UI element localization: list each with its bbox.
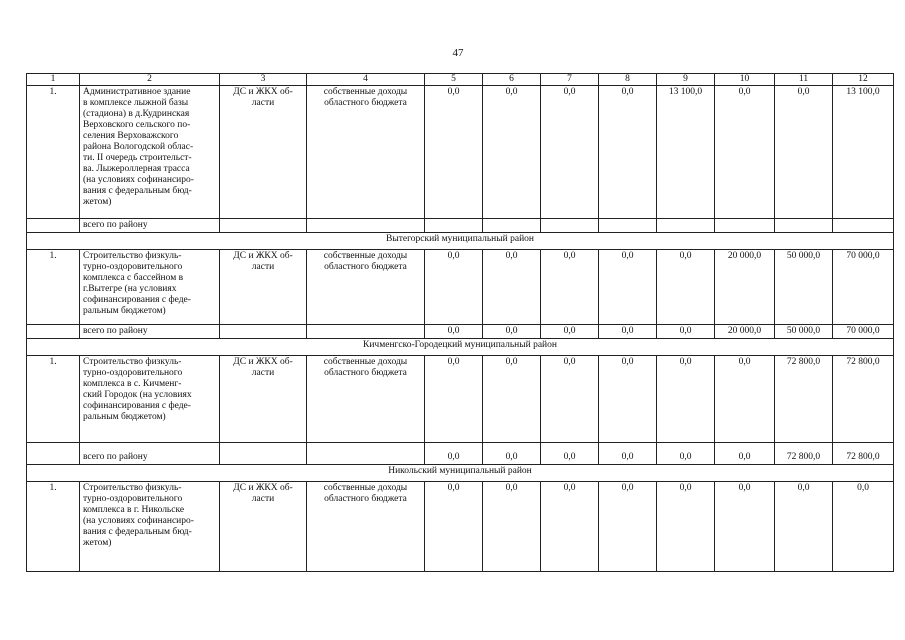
value-cell: 50 000,0: [775, 250, 833, 325]
agency: ДС и ЖКХ об- ласти: [220, 356, 307, 443]
total-value: [599, 219, 657, 233]
column-header: 11: [775, 74, 833, 86]
empty-cell: [27, 219, 80, 233]
value-cell: 0,0: [775, 482, 833, 572]
value-cell: 0,0: [483, 86, 541, 219]
total-value: 70 000,0: [833, 325, 894, 339]
value-cell: 0,0: [775, 86, 833, 219]
value-cell: 13 100,0: [657, 86, 715, 219]
total-value: 0,0: [715, 443, 775, 465]
total-value: [425, 219, 483, 233]
value-cell: 70 000,0: [833, 250, 894, 325]
column-header: 1: [27, 74, 80, 86]
agency: ДС и ЖКХ об- ласти: [220, 86, 307, 219]
total-value: 0,0: [599, 325, 657, 339]
value-cell: 0,0: [657, 356, 715, 443]
value-cell: 0,0: [483, 356, 541, 443]
row-index: 1.: [27, 482, 80, 572]
column-header: 7: [541, 74, 599, 86]
total-value: 0,0: [657, 443, 715, 465]
value-cell: 0,0: [599, 86, 657, 219]
district-row: [27, 339, 894, 356]
total-value: 0,0: [483, 443, 541, 465]
column-header: 5: [425, 74, 483, 86]
value-cell: 0,0: [425, 250, 483, 325]
column-header: 2: [80, 74, 220, 86]
column-header: 8: [599, 74, 657, 86]
table-row: [27, 86, 894, 219]
value-cell: 0,0: [483, 250, 541, 325]
value-cell: 72 800,0: [775, 356, 833, 443]
total-value: 0,0: [425, 325, 483, 339]
value-cell: 0,0: [483, 482, 541, 572]
total-value: 0,0: [599, 443, 657, 465]
district-title: Вытегорский муниципальный район: [27, 233, 894, 250]
value-cell: 0,0: [833, 482, 894, 572]
agency: ДС и ЖКХ об- ласти: [220, 482, 307, 572]
district-title: Кичменгско-Городецкий муниципальный район: [27, 339, 894, 356]
value-cell: 0,0: [425, 482, 483, 572]
total-value: 72 800,0: [833, 443, 894, 465]
value-cell: 0,0: [599, 250, 657, 325]
total-value: 0,0: [541, 325, 599, 339]
total-value: 20 000,0: [715, 325, 775, 339]
value-cell: 20 000,0: [715, 250, 775, 325]
value-cell: 0,0: [715, 86, 775, 219]
total-value: 50 000,0: [775, 325, 833, 339]
district-title: Никольский муниципальный район: [27, 465, 894, 482]
column-header: 10: [715, 74, 775, 86]
empty-cell: [220, 443, 307, 465]
district-row: [27, 465, 894, 482]
value-cell: 0,0: [425, 356, 483, 443]
total-row: [27, 219, 894, 233]
funding-source: собственные доходы областного бюджета: [307, 482, 425, 572]
funding-source: собственные доходы областного бюджета: [307, 250, 425, 325]
total-label: всего по району: [80, 219, 220, 233]
value-cell: 0,0: [541, 356, 599, 443]
empty-cell: [220, 219, 307, 233]
empty-cell: [27, 443, 80, 465]
agency: ДС и ЖКХ об- ласти: [220, 250, 307, 325]
page-number: 47: [452, 47, 464, 59]
column-header: 9: [657, 74, 715, 86]
value-cell: 72 800,0: [833, 356, 894, 443]
row-index: 1.: [27, 356, 80, 443]
row-index: 1.: [27, 250, 80, 325]
empty-cell: [307, 325, 425, 339]
empty-cell: [27, 325, 80, 339]
value-cell: 0,0: [541, 250, 599, 325]
value-cell: 0,0: [715, 482, 775, 572]
empty-cell: [307, 443, 425, 465]
total-value: [833, 219, 894, 233]
value-cell: 0,0: [425, 86, 483, 219]
empty-cell: [307, 219, 425, 233]
funding-source: собственные доходы областного бюджета: [307, 356, 425, 443]
column-number-row: [27, 74, 894, 86]
value-cell: 13 100,0: [833, 86, 894, 219]
column-header: 6: [483, 74, 541, 86]
project-name: Строительство физкуль- турно-оздоровительного комплекса с бассейном в г.Вытегре (на условиях софинансирования с феде- ральным бюджетом): [80, 250, 220, 325]
value-cell: 0,0: [599, 356, 657, 443]
column-header: 4: [307, 74, 425, 86]
total-row: [27, 325, 894, 339]
total-value: 0,0: [541, 443, 599, 465]
total-label: всего по району: [80, 325, 220, 339]
total-value: [541, 219, 599, 233]
funding-source: собственные доходы областного бюджета: [307, 86, 425, 219]
value-cell: 0,0: [541, 482, 599, 572]
project-name: Строительство физкуль- турно-оздоровительного комплекса в г. Никольске (на условиях софинансиро- вания с федеральным бюд- жетом): [80, 482, 220, 572]
total-value: 0,0: [657, 325, 715, 339]
row-index: 1.: [27, 86, 80, 219]
project-name: Строительство физкуль- турно-оздоровительного комплекса в с. Кичменг- ский Городок (на условиях софинансирования с феде- ральным бюджетом): [80, 356, 220, 443]
total-value: 0,0: [425, 443, 483, 465]
empty-cell: [220, 325, 307, 339]
value-cell: 0,0: [657, 482, 715, 572]
total-row: [27, 443, 894, 465]
column-header: 3: [220, 74, 307, 86]
total-value: [715, 219, 775, 233]
total-value: [483, 219, 541, 233]
table-row: [27, 250, 894, 325]
total-value: 0,0: [483, 325, 541, 339]
total-value: [657, 219, 715, 233]
table-row: [27, 356, 894, 443]
total-label: всего по району: [80, 443, 220, 465]
total-value: 72 800,0: [775, 443, 833, 465]
column-header: 12: [833, 74, 894, 86]
budget-table: [26, 73, 894, 572]
value-cell: 0,0: [715, 356, 775, 443]
value-cell: 0,0: [541, 86, 599, 219]
project-name: Административное здание в комплексе лыжной базы (стадиона) в д.Кудринская Верховского сельского по- селения Верховажского района Вологодской облас- ти. II очередь строительст- ва. Лыжероллерная трасса (на условиях софинансиро- вания с федеральным бюд- жетом): [80, 86, 220, 219]
total-value: [775, 219, 833, 233]
value-cell: 0,0: [599, 482, 657, 572]
table-row: [27, 482, 894, 572]
district-row: [27, 233, 894, 250]
value-cell: 0,0: [657, 250, 715, 325]
